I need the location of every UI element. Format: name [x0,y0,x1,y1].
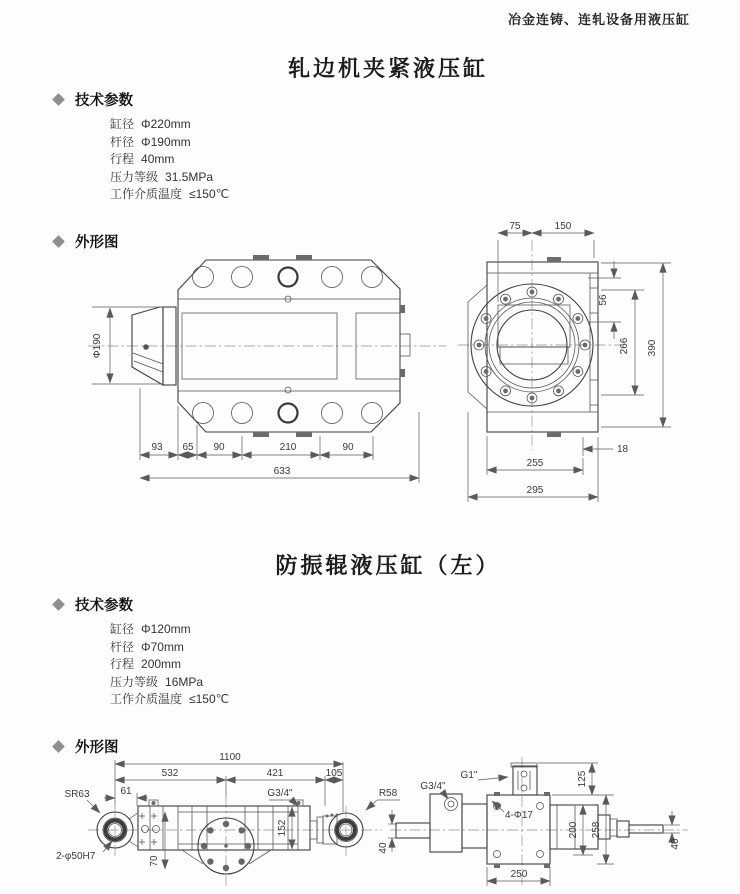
dim-255: 255 [526,458,544,469]
param-label: 杆径 [110,639,135,654]
param-row [110,116,229,134]
param-row [110,656,229,674]
param-label: 工作介质温度 [110,692,183,706]
dim-port-g1: G1" [460,770,478,781]
antivibration-cylinder-end-view [390,757,688,888]
param-value: 31.5MPa [165,169,214,184]
dim-250: 250 [510,869,528,880]
param-value: Φ120mm [141,622,191,636]
dim-18: 18 [617,444,629,455]
section1-title: 轧边机夹紧液压缸 [287,56,488,81]
param-row [110,134,229,152]
clamp-cylinder-end-view [458,240,628,450]
param-value: 200mm [141,657,182,671]
dim-150: 150 [554,221,572,232]
param-row [110,639,229,657]
tech-params-label: 技术参数 [75,93,133,109]
dim-125: 125 [577,770,588,788]
param-row [110,691,229,709]
clamp-cylinder-side-view [88,255,446,437]
dim-rod-diameter: Φ190 [92,333,103,359]
dim-rod-40-left: 40 [378,842,389,854]
param-label: 行程 [110,657,135,671]
section2-title: 防振辊液压缸（左） [275,553,501,578]
dim-105: 105 [325,768,343,779]
dim-152: 152 [277,819,288,837]
dim-rod-40-right: 40 [670,838,681,850]
page-header-product-line: 冶金连铸、连轧设备用液压缸 [507,12,690,27]
clamp-cylinder-side-dimensions [92,307,419,483]
param-value: 40mm [141,152,175,166]
dim-421: 421 [266,768,284,779]
dim-200: 200 [568,821,579,839]
dim-90b: 90 [342,442,354,453]
param-row [110,674,229,692]
param-label: 行程 [110,152,135,166]
dim-75: 75 [509,221,521,232]
dim-93: 93 [151,442,163,453]
dim-mount-holes: 4-Φ17 [505,810,533,821]
tech-params-label: 技术参数 [75,598,133,614]
diamond-bullet-icon [52,598,65,611]
param-label: 压力等级 [110,169,159,184]
param-label: 缸径 [110,622,135,636]
dim-295: 295 [526,485,544,496]
dim-r58: R58 [378,788,398,799]
dim-90a: 90 [213,442,225,453]
param-row [110,621,229,639]
dim-port-g34-end: G3/4" [420,781,446,792]
outline-label: 外形图 [75,235,119,251]
clamp-cylinder-end-dimensions [468,221,671,502]
param-value: Φ190mm [141,134,191,149]
antivibration-cylinder-side-dimensions [56,752,400,869]
param-value: 16MPa [165,674,204,689]
dim-eye-holes: 2-φ50H7 [56,851,96,862]
param-value: Φ70mm [141,639,184,654]
antivibration-cylinder-outline-drawing [0,740,740,894]
dim-390: 390 [647,339,658,357]
dim-port-g34: G3/4" [267,788,293,799]
param-value: ≤150℃ [189,187,230,201]
rod-end [396,823,430,838]
side-port [445,798,458,811]
dim-56: 56 [598,294,609,306]
param-label: 压力等级 [110,674,159,689]
param-value: Φ220mm [141,117,191,131]
outline-label: 外形图 [75,740,119,756]
section2-params [110,621,229,709]
param-row [110,151,229,169]
param-label: 缸径 [110,117,135,131]
dim-total-1100: 1100 [219,752,241,763]
param-value: ≤150℃ [189,692,230,706]
dim-532: 532 [161,768,179,779]
dim-210: 210 [279,442,297,453]
param-label: 工作介质温度 [110,187,183,201]
section1-params [110,116,229,204]
diamond-bullet-icon [52,93,65,106]
param-row [110,169,229,187]
dim-61: 61 [120,786,132,797]
param-label: 杆径 [110,134,135,149]
section1-tech-params-heading [54,89,133,110]
dim-65: 65 [182,442,194,453]
antivibration-cylinder-side-view [88,797,382,888]
dim-266: 266 [619,337,630,355]
dim-total-633: 633 [273,466,291,477]
section2-tech-params-heading [54,594,133,615]
dim-70: 70 [149,855,160,867]
dim-258: 258 [591,821,602,839]
clamp-cylinder-outline-drawing [0,195,740,510]
dim-sr63: SR63 [64,789,90,800]
